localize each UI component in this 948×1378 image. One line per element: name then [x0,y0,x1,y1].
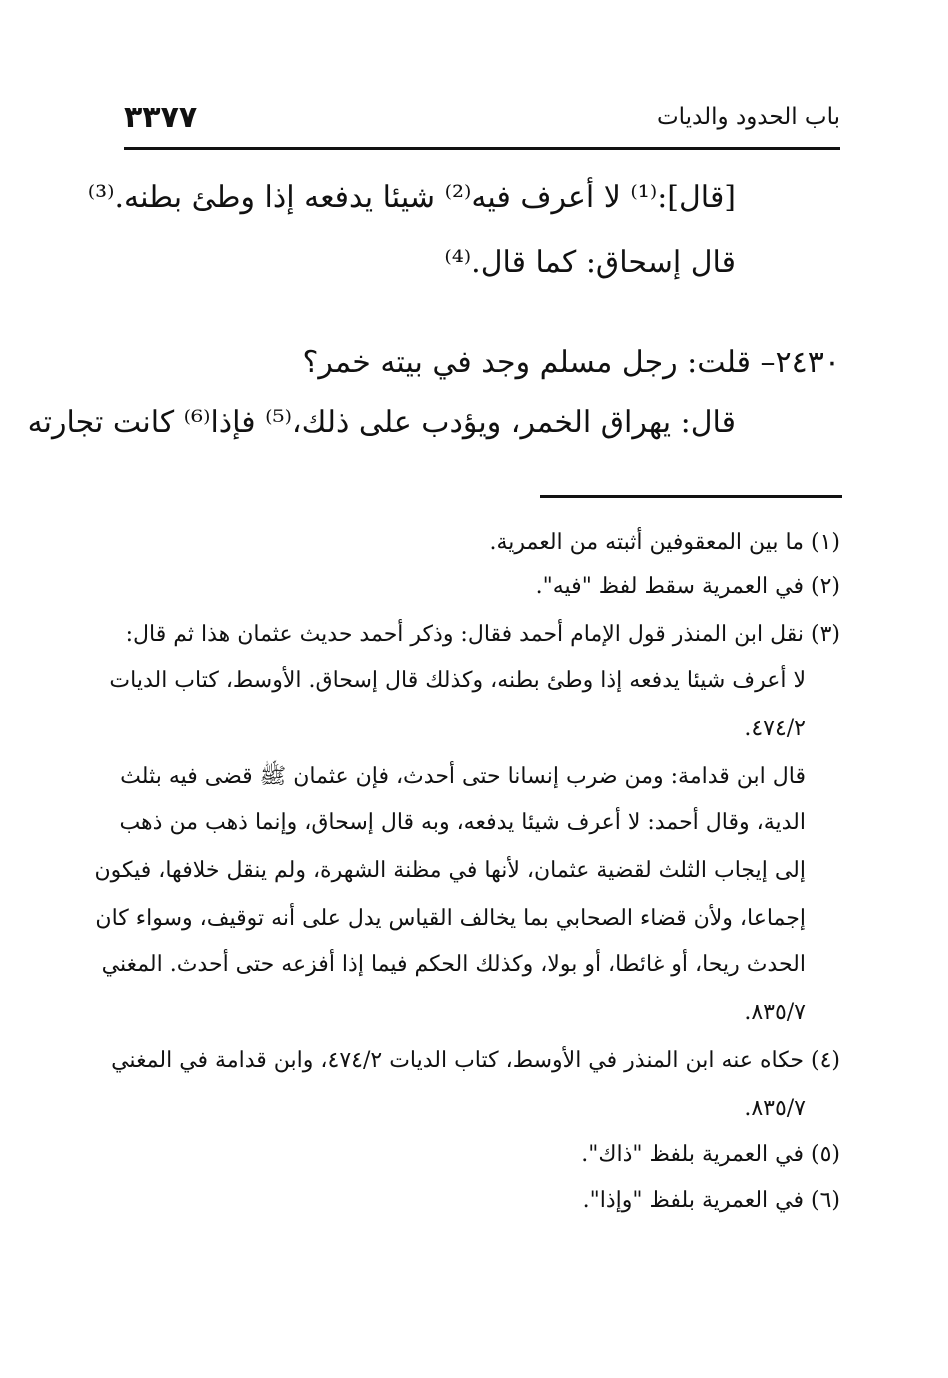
footnote-3-quote: إلى إيجاب الثلث لقضية عثمان، لأنها في مظنة الشهرة، ولم ينقل خلافها، فيكون [94,858,806,883]
footnote-4-reference: ٨٣٥/٧. [744,1096,806,1121]
footnote-3-quote: الدية، وقال أحمد: لا أعرف شيئا يدفعه، وبه قال إسحاق، وإنما ذهب من ذهب [119,810,806,835]
footnote-3-quote-reference: ٨٣٥/٧. [744,1000,806,1025]
footnote-separator [540,495,842,498]
footnote-3-quote: قال ابن قدامة: ومن ضرب إنسانا حتى أحدث، فإن عثمان ﷺ قضى فيه بثلث [120,764,806,789]
chapter-title: باب الحدود والديات [657,104,840,130]
footnote-1: (١) ما بين المعقوفين أثبته من العمرية. [489,530,840,555]
footnote-3-reference: ٤٧٤/٢. [744,716,806,741]
footnote-6: (٦) في العمرية بلفظ "وإذا". [582,1188,840,1213]
header-rule [124,147,840,150]
main-text-line-2: قال إسحاق: كما قال.⁽⁴⁾ [444,245,736,280]
main-text-line-1: [قال]:⁽¹⁾ لا أعرف فيه⁽²⁾ شيئا يدفعه إذا وطئ بطنه.⁽³⁾ [87,180,736,215]
footnote-4: (٤) حكاه عنه ابن المنذر في الأوسط، كتاب الديات ٤٧٤/٢، وابن قدامة في المغني [111,1048,840,1073]
issue-question-2430: ٢٤٣٠– قلت: رجل مسلم وجد في بيته خمر؟ [302,345,840,380]
main-text-line-4: قال: يهراق الخمر، ويؤدب على ذلك،⁽⁵⁾ فإذا⁽⁶⁾ كانت تجارته [27,405,736,440]
running-header [124,100,840,140]
footnote-3-quote: إجماعا، ولأن قضاء الصحابي بما يخالف القياس يدل على أنه توقيف، وسواء كان [95,906,806,931]
footnote-3-continued: لا أعرف شيئا يدفعه إذا وطئ بطنه، وكذلك قال إسحاق. الأوسط، كتاب الديات [109,668,806,693]
footnote-3-quote: الحدث ريحا، أو غائطا، أو بولا، وكذلك الحكم فيما إذا أفزعه حتى أحدث. المغني [101,952,806,977]
footnote-3: (٣) نقل ابن المنذر قول الإمام أحمد فقال: وذكر أحمد حديث عثمان هذا ثم قال: [125,622,840,647]
footnote-2: (٢) في العمرية سقط لفظ "فيه". [535,574,840,599]
page-number: ٣٣٧٧ [124,100,198,135]
footnote-5: (٥) في العمرية بلفظ "ذاك". [581,1142,840,1167]
